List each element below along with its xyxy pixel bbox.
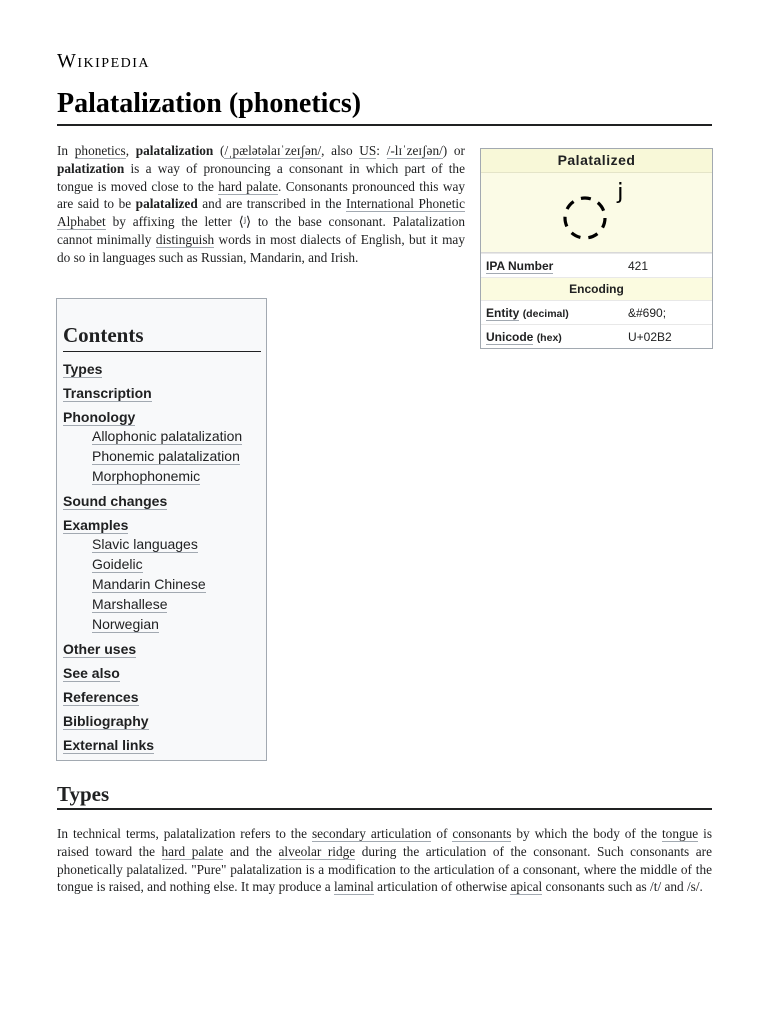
term-palatization: palatization <box>57 160 125 176</box>
entity-label <box>481 306 628 320</box>
entity-row <box>481 300 712 324</box>
encoding-header: Encoding <box>481 277 712 300</box>
toc-subitem[interactable] <box>92 614 266 634</box>
toc-subitem[interactable] <box>92 534 266 554</box>
toc-subitem[interactable] <box>92 574 266 594</box>
toc-subitem[interactable] <box>92 446 266 466</box>
intro-text: , <box>125 143 136 158</box>
entity-link[interactable]: Entity <box>486 305 520 320</box>
intro-text: : <box>376 143 387 158</box>
intro-text: , also <box>321 143 360 158</box>
tongue-link[interactable]: tongue <box>661 826 699 841</box>
term-palatalized: palatalized <box>135 196 198 212</box>
intro-paragraph <box>57 142 465 267</box>
secondary-articulation-link[interactable]: secondary articulation <box>311 826 432 841</box>
hard-palate-link-2[interactable]: hard palate <box>161 843 224 859</box>
palatalized-symbol: ʲ <box>617 181 624 220</box>
body-text: during the articulation of the consonant. Such consonants are phonetically palatalized. "Pure" palatalization is a modification to the articulation of a consonant, where the middle of the tongue is raised, and nothing else. It may produce a <box>57 843 713 895</box>
hard-palate-link[interactable]: hard palate <box>218 178 279 194</box>
intro-text: In <box>57 143 75 158</box>
toc-subitem[interactable] <box>92 426 266 446</box>
palatalized-symbol-image[interactable] <box>481 173 712 253</box>
types-paragraph <box>57 825 712 896</box>
unicode-value: U+02B2 <box>628 329 672 344</box>
ipa-pronunciation-us-link[interactable]: /-lɪˈzeɪʃən/ <box>386 143 443 158</box>
toc-item[interactable] <box>63 360 266 378</box>
toc-title: Contents <box>63 321 261 352</box>
toc-item-label[interactable]: Other uses <box>63 641 137 657</box>
intro-text: . Consonants pronounced this way are said to be <box>57 178 465 212</box>
toc-item-label[interactable]: Types <box>63 361 103 377</box>
intro-text: and are transcribed in the <box>197 196 346 212</box>
toc-subitem-label[interactable]: Mandarin Chinese <box>92 576 206 592</box>
toc-list <box>57 360 266 754</box>
body-text: of <box>431 826 453 841</box>
toc-item[interactable] <box>63 712 266 730</box>
ipa-link[interactable]: International Phonetic Alphabet <box>57 196 465 230</box>
toc-item[interactable] <box>63 736 266 754</box>
toc-item-label[interactable]: Examples <box>63 517 129 533</box>
body-text: by which the body of the <box>511 826 662 841</box>
toc-item-label[interactable]: Bibliography <box>63 713 149 729</box>
toc-subitem-label[interactable]: Morphophonemic <box>92 468 201 484</box>
toc-item-label[interactable]: References <box>63 689 139 705</box>
toc-item[interactable] <box>63 516 266 534</box>
ipa-number-link[interactable]: IPA Number <box>486 258 554 273</box>
toc-item[interactable] <box>63 408 266 426</box>
body-text: consonants such as /t/ and /s/. <box>542 879 703 895</box>
infobox-title: Palatalized <box>481 149 712 173</box>
toc-item[interactable] <box>63 688 266 706</box>
alveolar-ridge-link[interactable]: alveolar ridge <box>278 843 356 859</box>
infobox <box>480 148 713 349</box>
entity-sublabel: (decimal) <box>522 307 569 320</box>
table-of-contents <box>56 298 267 761</box>
entity-value: &#690; <box>628 305 667 320</box>
laminal-link[interactable]: laminal <box>333 879 374 895</box>
dotted-circle-symbol <box>561 181 641 245</box>
toc-subitem[interactable] <box>92 466 266 486</box>
intro-text: by affixing the letter ⟨ʲ⟩ to the base consonant. Palatalization cannot minimally <box>57 214 465 247</box>
body-text: is raised toward the <box>57 826 712 859</box>
toc-item-label[interactable]: Phonology <box>63 409 136 425</box>
toc-subitem-label[interactable]: Norwegian <box>92 616 159 632</box>
toc-item-label[interactable]: Sound changes <box>63 493 168 509</box>
intro-text: ) or <box>442 143 465 158</box>
consonants-link[interactable]: consonants <box>452 826 512 841</box>
intro-text: words in most dialects of English, but it may do so in languages such as Russian, Mandarin, and Irish. <box>57 231 465 265</box>
page-title: Palatalization (phonetics) <box>57 86 712 126</box>
toc-subitem[interactable] <box>92 594 266 614</box>
toc-subitem-label[interactable]: Slavic languages <box>92 536 198 552</box>
body-text: and the <box>223 843 279 859</box>
ipa-number-row <box>481 253 712 277</box>
toc-subitem[interactable] <box>92 554 266 574</box>
toc-item[interactable] <box>63 384 266 402</box>
toc-item-label[interactable]: See also <box>63 665 120 681</box>
unicode-link[interactable]: Unicode <box>486 329 534 344</box>
unicode-sublabel: (hex) <box>536 331 562 344</box>
ipa-number-label <box>481 259 628 273</box>
term-palatalization: palatalization <box>135 143 214 158</box>
toc-item[interactable] <box>63 664 266 682</box>
phonetics-link[interactable]: phonetics <box>74 143 126 158</box>
toc-subitem-label[interactable]: Marshallese <box>92 596 168 612</box>
wikipedia-wordmark[interactable]: Wikipedia <box>57 50 151 72</box>
toc-subitem-label[interactable]: Allophonic palatalization <box>92 428 243 444</box>
body-text: articulation of otherwise <box>373 879 511 895</box>
intro-text: is a way of pronouncing a consonant in which part of the tongue is moved close to the <box>57 160 465 194</box>
toc-item-label[interactable]: External links <box>63 737 155 753</box>
unicode-label <box>481 330 628 344</box>
distinguish-link[interactable]: distinguish <box>155 231 215 247</box>
us-link[interactable]: US <box>359 143 377 158</box>
toc-subitem-label[interactable]: Phonemic palatalization <box>92 448 240 464</box>
toc-item[interactable] <box>63 492 266 510</box>
body-text: In technical terms, palatalization refers to the <box>57 826 312 841</box>
ipa-pronunciation-link[interactable]: /ˌpælətəlaɪˈzeɪʃən/ <box>224 143 322 158</box>
section-heading-types: Types <box>57 780 712 810</box>
toc-item[interactable] <box>63 640 266 658</box>
apical-link[interactable]: apical <box>510 879 543 895</box>
toc-item-label[interactable]: Transcription <box>63 385 152 401</box>
ipa-number-value: 421 <box>628 258 649 273</box>
intro-text: ( <box>213 143 225 158</box>
unicode-row <box>481 324 712 348</box>
toc-subitem-label[interactable]: Goidelic <box>92 556 143 572</box>
